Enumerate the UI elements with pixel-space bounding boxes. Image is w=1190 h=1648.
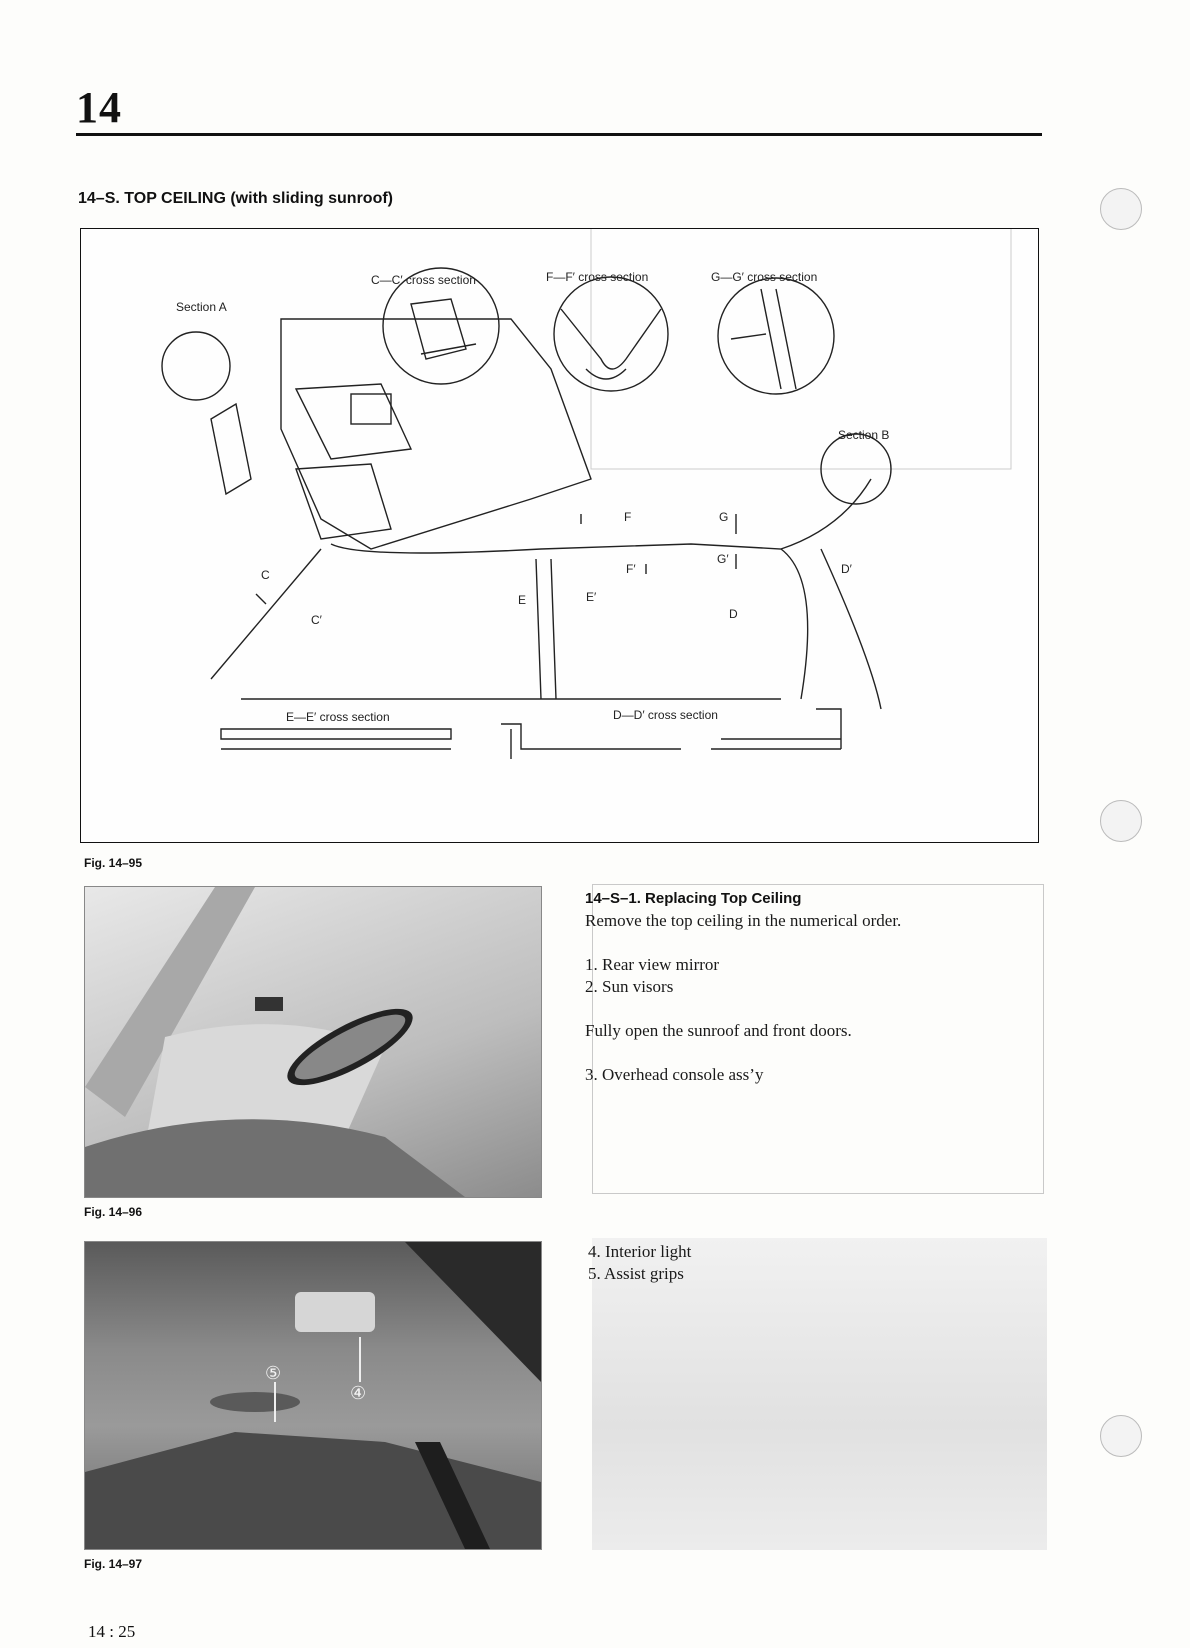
roof-edge: [85, 1119, 465, 1197]
marker-e2: E′: [586, 590, 597, 604]
ghost-panel: [591, 229, 1011, 469]
label-section-b: Section B: [838, 428, 890, 442]
marker-d: D: [729, 607, 738, 621]
label-dd: D—D′ cross section: [613, 708, 718, 722]
binding-hole-middle: [1100, 800, 1142, 842]
figure-14-95-diagram: [80, 228, 1039, 843]
ff-detail: [561, 309, 661, 379]
c-pillar: [781, 479, 871, 549]
marker-d2: D′: [841, 562, 852, 576]
gg-detail: [731, 289, 796, 389]
ee-section-clip: [501, 724, 681, 759]
ghost-panel-right-2: [592, 1238, 1047, 1550]
callout-5: ⑤: [265, 1363, 282, 1384]
step-5: 5. Assist grips: [588, 1264, 684, 1283]
step-1: 1. Rear view mirror: [585, 955, 720, 974]
console-outline: [296, 384, 411, 459]
marker-g: G: [719, 510, 729, 524]
assist-grip: [210, 1392, 300, 1412]
section-title: 14–S. TOP CEILING (with sliding sunroof): [78, 190, 393, 207]
callout-4: ④: [350, 1383, 367, 1404]
marker-f2: F′: [626, 562, 636, 576]
page-number: 14 : 25: [88, 1622, 136, 1641]
b-pillar: [536, 559, 556, 699]
console-switches: [351, 394, 391, 424]
sun-visor: [211, 404, 251, 494]
dd-section-drawing: [711, 709, 841, 749]
procedure-intro: Remove the top ceiling in the numerical order.: [585, 911, 902, 930]
headliner-outline: [281, 319, 591, 549]
figure-14-96-photo: [84, 886, 542, 1198]
fig-14-96-label: Fig. 14–96: [84, 1205, 143, 1219]
binding-hole-top: [1100, 188, 1142, 230]
interior-light: [295, 1292, 375, 1332]
step-3: 3. Overhead console ass’y: [585, 1065, 764, 1084]
fig-14-95-label: Fig. 14–95: [84, 856, 143, 870]
sunroof-frame: [405, 1242, 541, 1382]
marker-e: E: [518, 593, 527, 607]
label-cc: C—C′ cross section: [371, 273, 476, 287]
label-ff: F—F′ cross section: [546, 270, 649, 284]
cc-detail: [411, 299, 476, 359]
header-rule: [76, 133, 1042, 136]
sunroof-opening: [296, 464, 391, 539]
step-2: 2. Sun visors: [585, 977, 674, 996]
marker-c2: C′: [311, 613, 322, 627]
step-4: 4. Interior light: [588, 1242, 692, 1261]
ff-circle: [554, 277, 668, 391]
figure-14-97-photo: [84, 1241, 542, 1550]
marker-c: C: [261, 568, 270, 582]
label-gg: G—G′ cross section: [711, 270, 818, 284]
label-section-a: Section A: [176, 300, 227, 314]
binding-hole-bottom: [1100, 1415, 1142, 1457]
procedure-note: Fully open the sunroof and front doors.: [585, 1021, 852, 1040]
gg-circle: [718, 278, 834, 394]
chapter-number: 14: [76, 83, 122, 132]
fig-14-97-label: Fig. 14–97: [84, 1557, 143, 1571]
ee-section-drawing: [221, 729, 451, 749]
section-a-circle: [162, 332, 230, 400]
label-ee: E—E′ cross section: [286, 710, 390, 724]
procedure-title: 14–S–1. Replacing Top Ceiling: [585, 890, 802, 907]
console-switch: [255, 997, 283, 1011]
marker-f: F: [624, 510, 632, 524]
marker-ticks: [256, 514, 736, 604]
marker-g2: G′: [717, 552, 729, 566]
